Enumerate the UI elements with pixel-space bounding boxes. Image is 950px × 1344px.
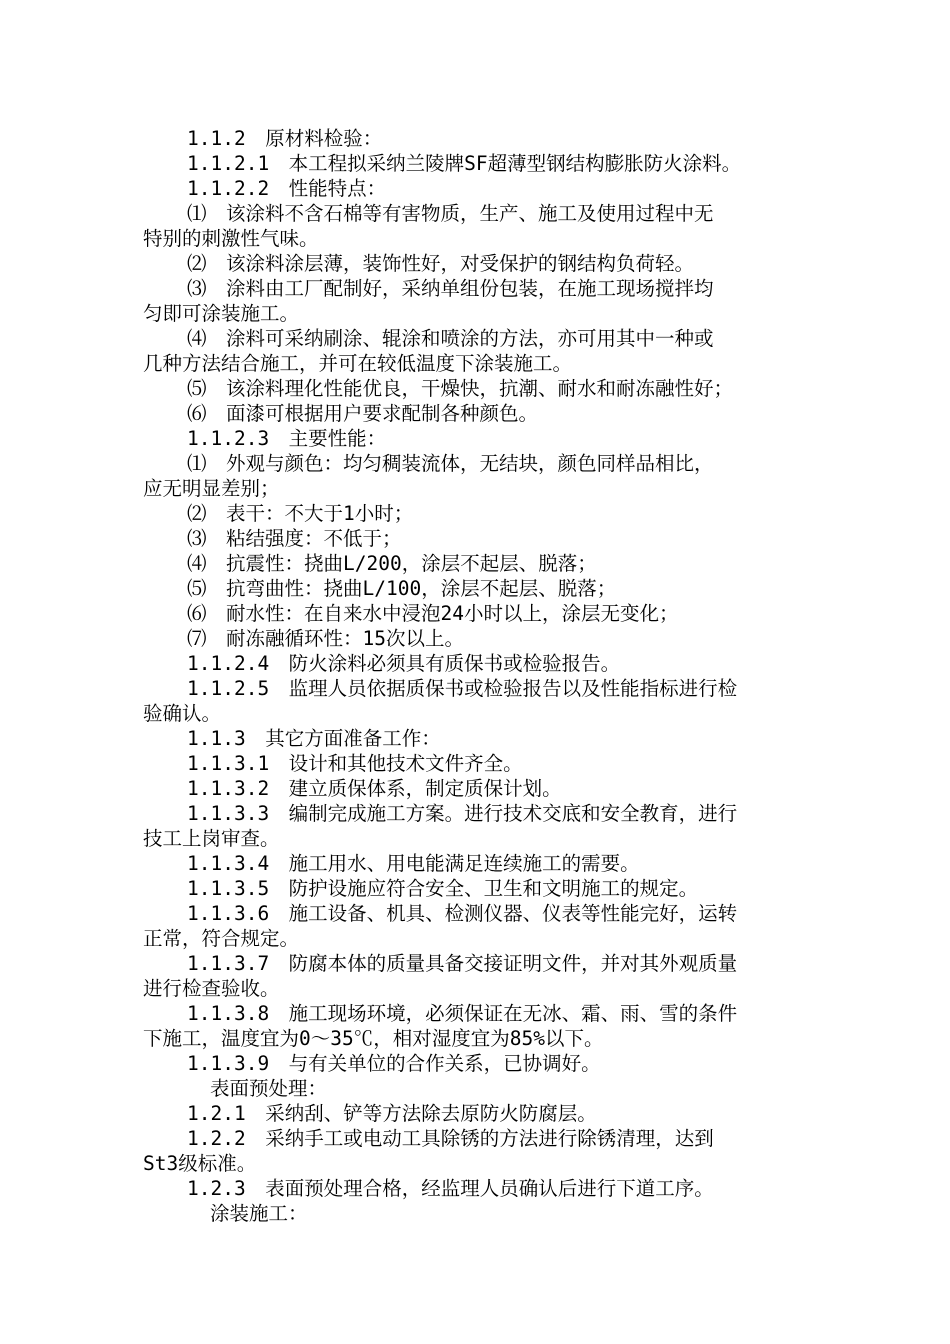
property-item-1-continuation: 应无明显差别； [143, 477, 280, 500]
paragraph-1-1-3-3-continuation: 技工上岗审查。 [143, 827, 280, 850]
list-item-4: ⑷ 涂料可采纳刷涂、辊涂和喷涂的方法，亦可用其中一种或 [187, 327, 714, 350]
heading-1-1-2: 1.1.2 原材料检验： [187, 127, 383, 150]
paragraph-1-1-3-9: 1.1.3.9 与有关单位的合作关系，已协调好。 [187, 1052, 601, 1075]
property-item-2: ⑵ 表干：不大于1小时； [187, 502, 414, 525]
paragraph-1-1-3-6-continuation: 正常，符合规定。 [143, 927, 300, 950]
list-item-4-continuation: 几种方法结合施工，并可在较低温度下涂装施工。 [143, 352, 573, 375]
property-item-7: ⑺ 耐冻融循环性：15次以上。 [187, 627, 464, 650]
list-item-1-continuation: 特别的刺激性气味。 [143, 227, 319, 250]
heading-surface-pretreatment: 表面预处理： [210, 1077, 328, 1100]
paragraph-1-2-1: 1.2.1 采纳刮、铲等方法除去原防火防腐层。 [187, 1102, 597, 1125]
paragraph-1-2-3: 1.2.3 表面预处理合格，经监理人员确认后进行下道工序。 [187, 1177, 714, 1200]
paragraph-1-1-2-1: 1.1.2.1 本工程拟采纳兰陵牌SF超薄型钢结构膨胀防火涂料。 [187, 152, 742, 175]
paragraph-1-1-3-4: 1.1.3.4 施工用水、用电能满足连续施工的需要。 [187, 852, 640, 875]
list-item-6: ⑹ 面漆可根据用户要求配制各种颜色。 [187, 402, 539, 425]
paragraph-1-1-3-6: 1.1.3.6 施工设备、机具、检测仪器、仪表等性能完好，运转 [187, 902, 738, 925]
paragraph-1-1-3-1: 1.1.3.1 设计和其他技术文件齐全。 [187, 752, 523, 775]
property-item-6: ⑹ 耐水性：在自来水中浸泡24小时以上，涂层无变化； [187, 602, 679, 625]
list-item-3-continuation: 匀即可涂装施工。 [143, 302, 300, 325]
paragraph-1-2-2-continuation: St3级标准。 [143, 1152, 257, 1175]
list-item-2: ⑵ 该涂料涂层薄，装饰性好，对受保护的钢结构负荷轻。 [187, 252, 695, 275]
list-item-5: ⑸ 该涂料理化性能优良，干燥快，抗潮、耐水和耐冻融性好； [187, 377, 734, 400]
paragraph-1-1-3-8-continuation: 下施工，温度宜为0～35℃，相对湿度宜为85%以下。 [143, 1027, 604, 1050]
property-item-1: ⑴ 外观与颜色：均匀稠装流体，无结块，颜色同样品相比， [187, 452, 714, 475]
property-item-5: ⑸ 抗弯曲性：挠曲L/100，涂层不起层、脱落； [187, 577, 617, 600]
list-item-3: ⑶ 涂料由工厂配制好，采纳单组份包装，在施工现场搅拌均 [187, 277, 714, 300]
heading-coating-construction: 涂装施工： [210, 1202, 308, 1225]
list-item-1: ⑴ 该涂料不含石棉等有害物质，生产、施工及使用过程中无 [187, 202, 714, 225]
heading-1-1-2-2: 1.1.2.2 性能特点： [187, 177, 387, 200]
paragraph-1-1-3-7: 1.1.3.7 防腐本体的质量具备交接证明文件，并对其外观质量 [187, 952, 738, 975]
paragraph-1-1-3-3: 1.1.3.3 编制完成施工方案。进行技术交底和安全教育，进行 [187, 802, 738, 825]
property-item-4: ⑷ 抗震性：挠曲L/200，涂层不起层、脱落； [187, 552, 597, 575]
paragraph-1-1-3-8: 1.1.3.8 施工现场环境，必须保证在无冰、霜、雨、雪的条件 [187, 1002, 738, 1025]
paragraph-1-1-3-5: 1.1.3.5 防护设施应符合安全、卫生和文明施工的规定。 [187, 877, 699, 900]
paragraph-1-1-3-2: 1.1.3.2 建立质保体系，制定质保计划。 [187, 777, 562, 800]
paragraph-1-2-2: 1.2.2 采纳手工或电动工具除锈的方法进行除锈清理，达到 [187, 1127, 714, 1150]
paragraph-1-1-2-4: 1.1.2.4 防火涂料必须具有质保书或检验报告。 [187, 652, 621, 675]
heading-1-1-2-3: 1.1.2.3 主要性能： [187, 427, 387, 450]
paragraph-1-1-2-5-continuation: 验确认。 [143, 702, 222, 725]
paragraph-1-1-3-7-continuation: 进行检查验收。 [143, 977, 280, 1000]
property-item-3: ⑶ 粘结强度：不低于； [187, 527, 402, 550]
paragraph-1-1-2-5: 1.1.2.5 监理人员依据质保书或检验报告以及性能指标进行检 [187, 677, 738, 700]
heading-1-1-3: 1.1.3 其它方面准备工作： [187, 727, 441, 750]
